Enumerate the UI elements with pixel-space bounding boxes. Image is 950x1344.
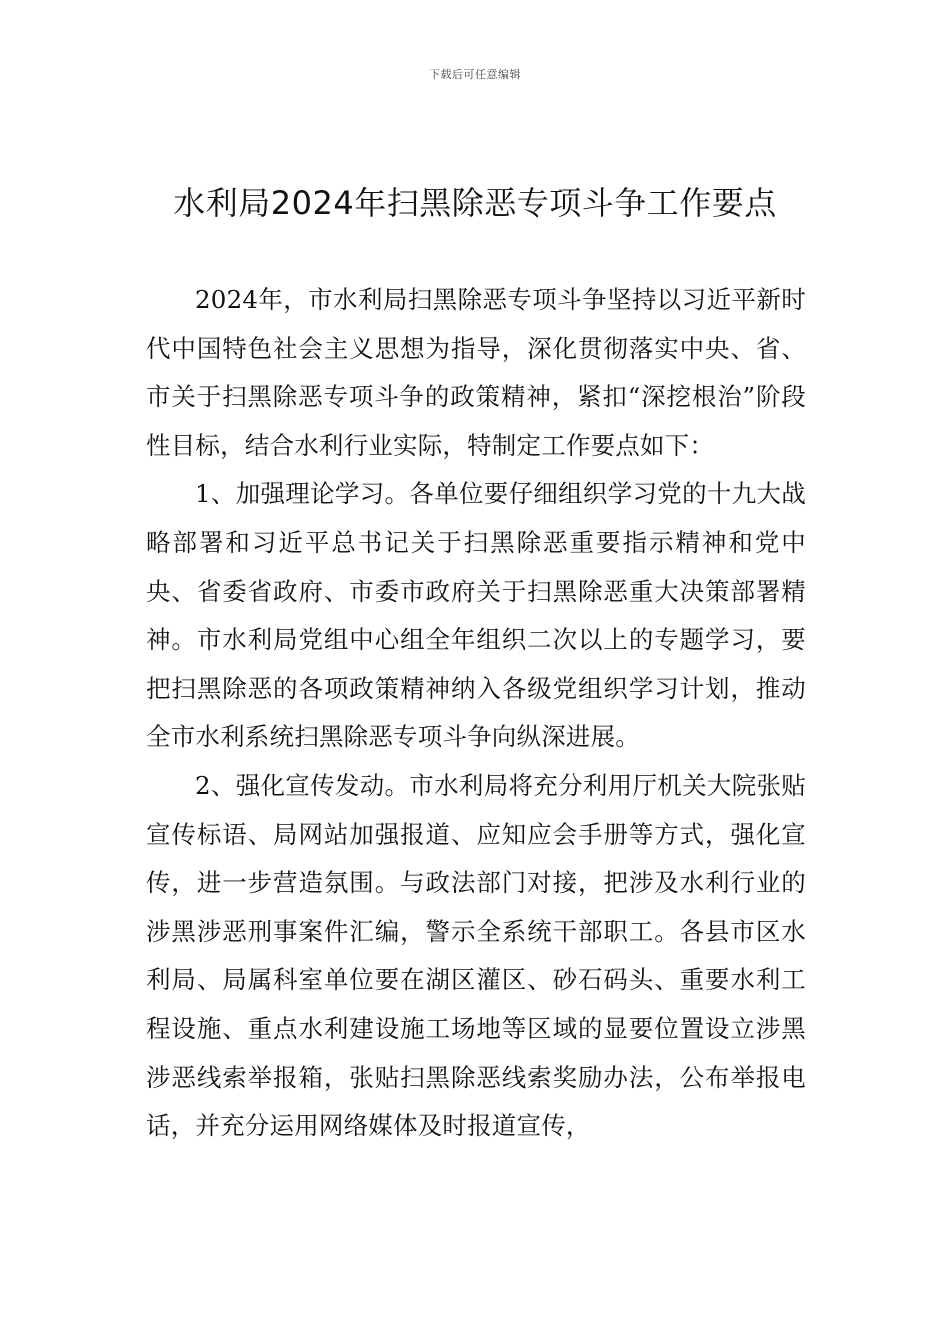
paragraph-intro: 2024年，市水利局扫黑除恶专项斗争坚持以习近平新时代中国特色社会主义思想为指导，深化贯彻落实中央、省、市关于扫黑除恶专项斗争的政策精神，紧扣“深挖根治”阶段性目标，结合水利行业实际，特制定工作要点如下： <box>146 285 806 460</box>
document-title: 水利局2024年扫黑除恶专项斗争工作要点 <box>173 184 777 222</box>
paragraph-item-1: 1、加强理论学习。各单位要仔细组织学习党的十九大战略部署和习近平总书记关于扫黑除恶重要指示精神和党中央、省委省政府、市委市政府关于扫黑除恶重大决策部署精神。市水利局党组中心组全年组织二次以上的专题学习，要把扫黑除恶的各项政策精神纳入各级党组织学习计划，推动全市水利系统扫黑除恶专项斗争向纵深进展。 <box>146 479 806 752</box>
paragraph-item-2: 2、强化宣传发动。市水利局将充分利用厅机关大院张贴宣传标语、局网站加强报道、应知应会手册等方式，强化宣传，进一步营造氛围。与政法部门对接，把涉及水利行业的涉黑涉恶刑事案件汇编，警示全系统干部职工。各县市区水利局、局属科室单位要在湖区灌区、砂石码头、重要水利工程设施、重点水利建设施工场地等区域的显要位置设立涉黑涉恶线索举报箱，张贴扫黑除恶线索奖励办法，公布举报电话，并充分运用网络媒体及时报道宣传， <box>146 770 806 1141</box>
document-body <box>146 276 806 1151</box>
header-note: 下载后可任意编辑 <box>429 68 521 81</box>
